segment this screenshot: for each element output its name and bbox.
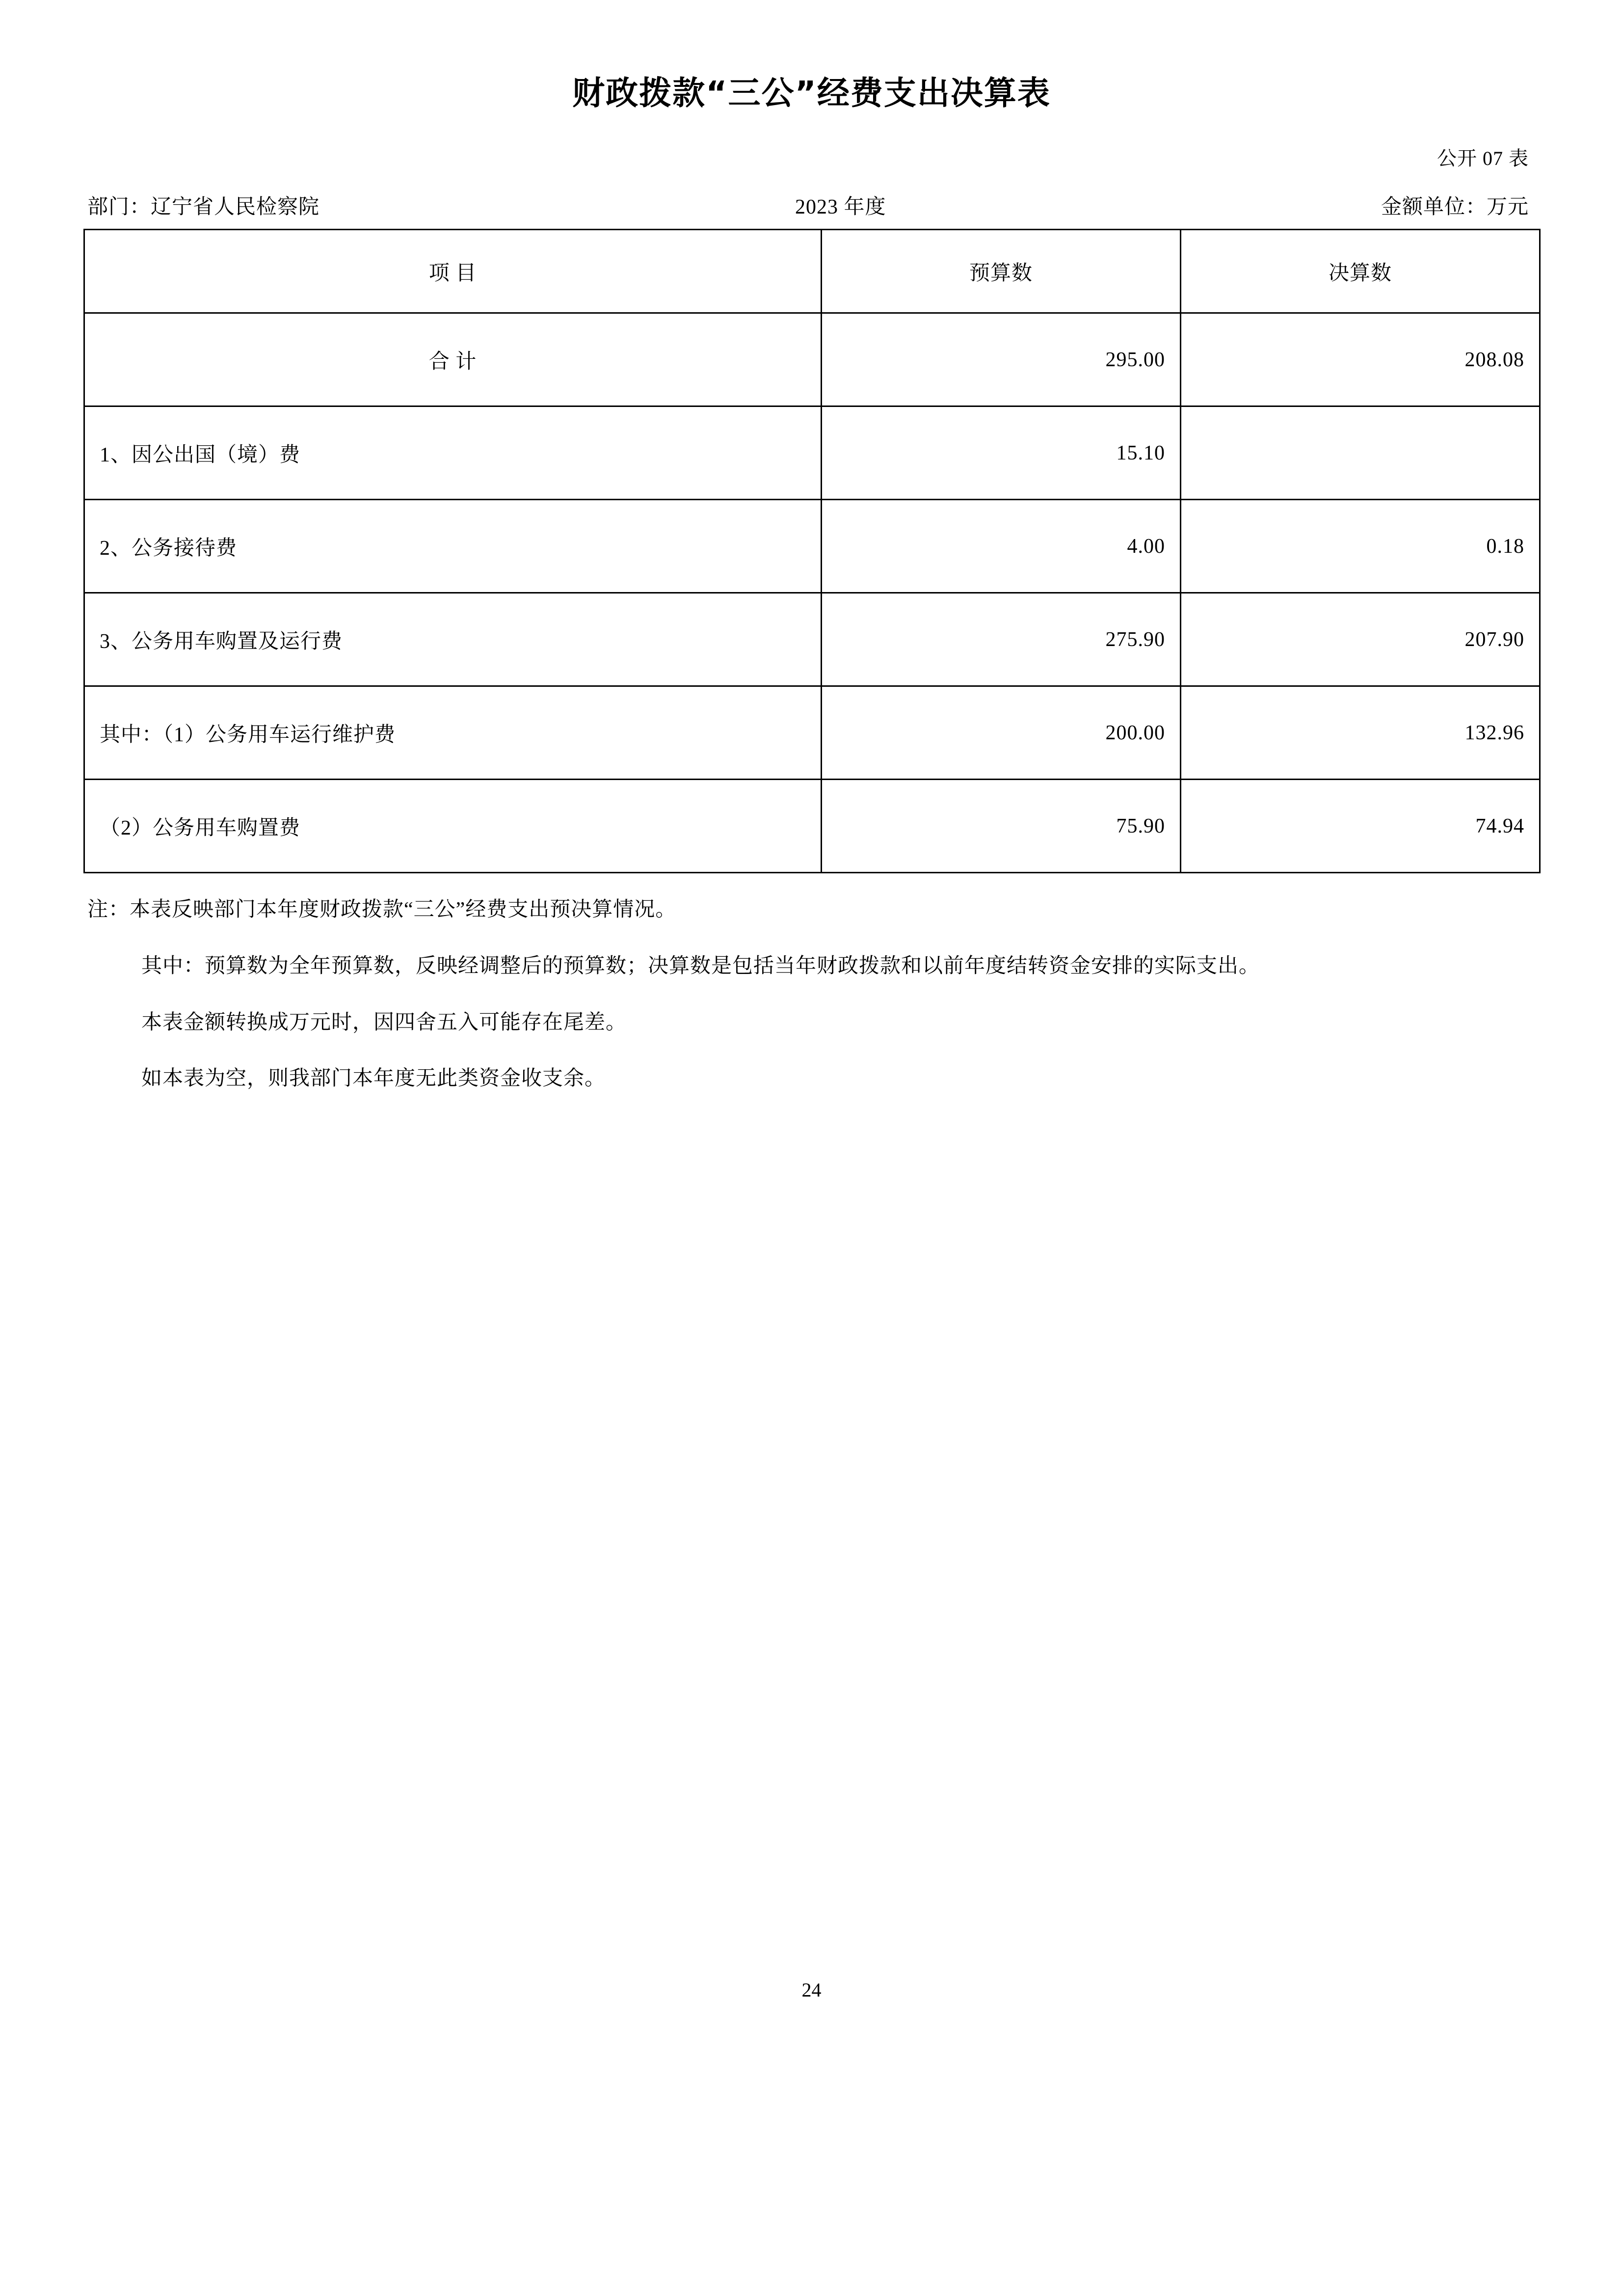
table-row bbox=[84, 780, 1540, 873]
fiscal-year-label: 2023 年度 bbox=[795, 196, 886, 219]
note-line: 如本表为空，则我部门本年度无此类资金收支余。 bbox=[141, 1067, 606, 1090]
row-label: 3、公务用车购置及运行费 bbox=[84, 593, 822, 686]
row-final-value: 0.18 bbox=[1181, 500, 1540, 593]
row-budget-value: 200.00 bbox=[822, 686, 1181, 780]
row-final-value bbox=[1181, 406, 1540, 500]
row-budget-value: 4.00 bbox=[822, 500, 1181, 593]
table-notes bbox=[83, 896, 1540, 1093]
table-row bbox=[84, 593, 1540, 686]
row-label: 合 计 bbox=[84, 313, 822, 406]
page-title: 财政拨款“三公”经费支出决算表 bbox=[572, 74, 1051, 112]
row-label: 1、因公出国（境）费 bbox=[84, 406, 822, 500]
table-row bbox=[84, 313, 1540, 406]
department-label: 部门：辽宁省人民检察院 bbox=[87, 196, 320, 219]
table-row bbox=[84, 406, 1540, 500]
table-header-row bbox=[84, 230, 1540, 313]
note-line: 本表金额转换成万元时，因四舍五入可能存在尾差。 bbox=[141, 1011, 627, 1034]
column-header-budget: 预算数 bbox=[822, 230, 1181, 313]
three-public-expenditure-table bbox=[83, 229, 1541, 873]
row-budget-value: 275.90 bbox=[822, 593, 1181, 686]
row-label: （2）公务用车购置费 bbox=[84, 780, 822, 873]
table-meta-row bbox=[83, 190, 1540, 220]
row-label: 2、公务接待费 bbox=[84, 500, 822, 593]
column-header-final: 决算数 bbox=[1181, 230, 1540, 313]
row-final-value: 74.94 bbox=[1181, 780, 1540, 873]
sheet-code-label: 公开 07 表 bbox=[1437, 147, 1529, 170]
row-final-value: 208.08 bbox=[1181, 313, 1540, 406]
amount-unit-label: 金额单位：万元 bbox=[1381, 196, 1529, 219]
note-line: 注：本表反映部门本年度财政拨款“三公”经费支出预决算情况。 bbox=[87, 898, 677, 921]
row-final-value: 207.90 bbox=[1181, 593, 1540, 686]
row-final-value: 132.96 bbox=[1181, 686, 1540, 780]
table-row bbox=[84, 500, 1540, 593]
row-budget-value: 15.10 bbox=[822, 406, 1181, 500]
table-row bbox=[84, 686, 1540, 780]
note-line: 其中：预算数为全年预算数，反映经调整后的预算数；决算数是包括当年财政拨款和以前年度结转资金安排的实际支出。 bbox=[141, 954, 1260, 977]
row-budget-value: 295.00 bbox=[822, 313, 1181, 406]
row-label: 其中：（1）公务用车运行维护费 bbox=[84, 686, 822, 780]
page-number: 24 bbox=[801, 1979, 822, 2001]
row-budget-value: 75.90 bbox=[822, 780, 1181, 873]
column-header-item: 项 目 bbox=[84, 230, 822, 313]
